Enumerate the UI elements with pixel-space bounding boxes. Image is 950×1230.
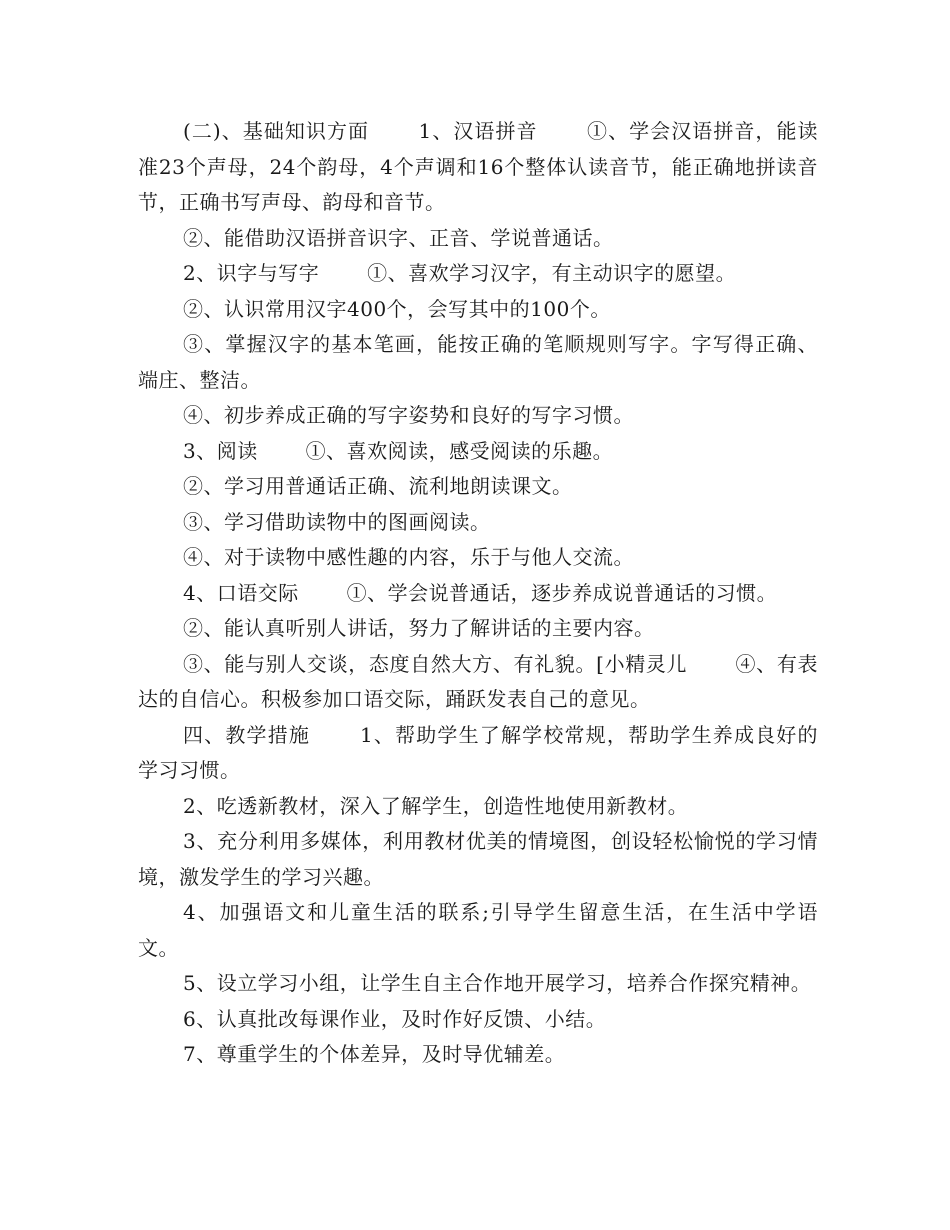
- paragraph-literacy-4: ④、初步养成正确的写字姿势和良好的写字习惯。: [183, 403, 634, 427]
- paragraph-measures-6: 6、认真批改每课作业，及时作好反馈、小结。: [183, 1006, 607, 1031]
- paragraph-measures-2: 2、吃透新教材，深入了解学生，创造性地使用新教材。: [183, 793, 689, 818]
- paragraph-measures: 四、教学措施 1、帮助学生了解学校常规，帮助学生养成良好的学习习惯。: [138, 722, 818, 782]
- paragraph-measures-5: 5、设立学习小组，让学生自主合作地开展学习，培养合作探究精神。: [183, 971, 812, 995]
- paragraph-reading-2: ②、学习用普通话正确、流利地朗读课文。: [183, 474, 573, 498]
- paragraph-literacy-2: ②、认识常用汉字400个，会写其中的100个。: [183, 296, 611, 321]
- paragraph-oral-3: ③、能与别人交谈，态度自然大方、有礼貌。[小精灵儿 ④、有表达的自信心。积极参加口语交际，踊跃发表自己的意见。: [138, 651, 818, 711]
- paragraph-literacy: 2、识字与写字 ①、喜欢学习汉字，有主动识字的愿望。: [183, 261, 737, 285]
- paragraph-literacy-3: ③、掌握汉字的基本笔画，能按正确的笔顺规则写字。字写得正确、端庄、整洁。: [138, 332, 818, 392]
- paragraph-reading: 3、阅读 ①、喜欢阅读，感受阅读的乐趣。: [183, 438, 614, 463]
- paragraph-measures-4: 4、加强语文和儿童生活的联系;引导学生留意生活，在生活中学语文。: [138, 900, 818, 960]
- paragraph-measures-3: 3、充分利用多媒体，利用教材优美的情境图，创设轻松愉悦的学习情境，激发学生的学习兴趣。: [138, 829, 818, 889]
- paragraph-pinyin-2: ②、能借助汉语拼音识字、正音、学说普通话。: [183, 225, 614, 250]
- paragraph-reading-4: ④、对于读物中感性趣的内容，乐于与他人交流。: [183, 545, 634, 569]
- paragraph-measures-7: 7、尊重学生的个体差异，及时导优辅差。: [183, 1042, 566, 1066]
- paragraph-reading-3: ③、学习借助读物中的图画阅读。: [183, 509, 491, 534]
- paragraph-basic-knowledge: (二)、基础知识方面 1、汉语拼音 ①、学会汉语拼音，能读准23个声母，24个韵母，4个声调和16个整体认读音节，能正确地拼读音节，正确书写声母、韵母和音节。: [138, 119, 818, 214]
- paragraph-oral-2: ②、能认真听别人讲话，努力了解讲话的主要内容。: [183, 616, 655, 640]
- document-body: [138, 114, 818, 1073]
- paragraph-oral: 4、口语交际 ①、学会说普通话，逐步养成说普通话的习惯。: [183, 580, 778, 605]
